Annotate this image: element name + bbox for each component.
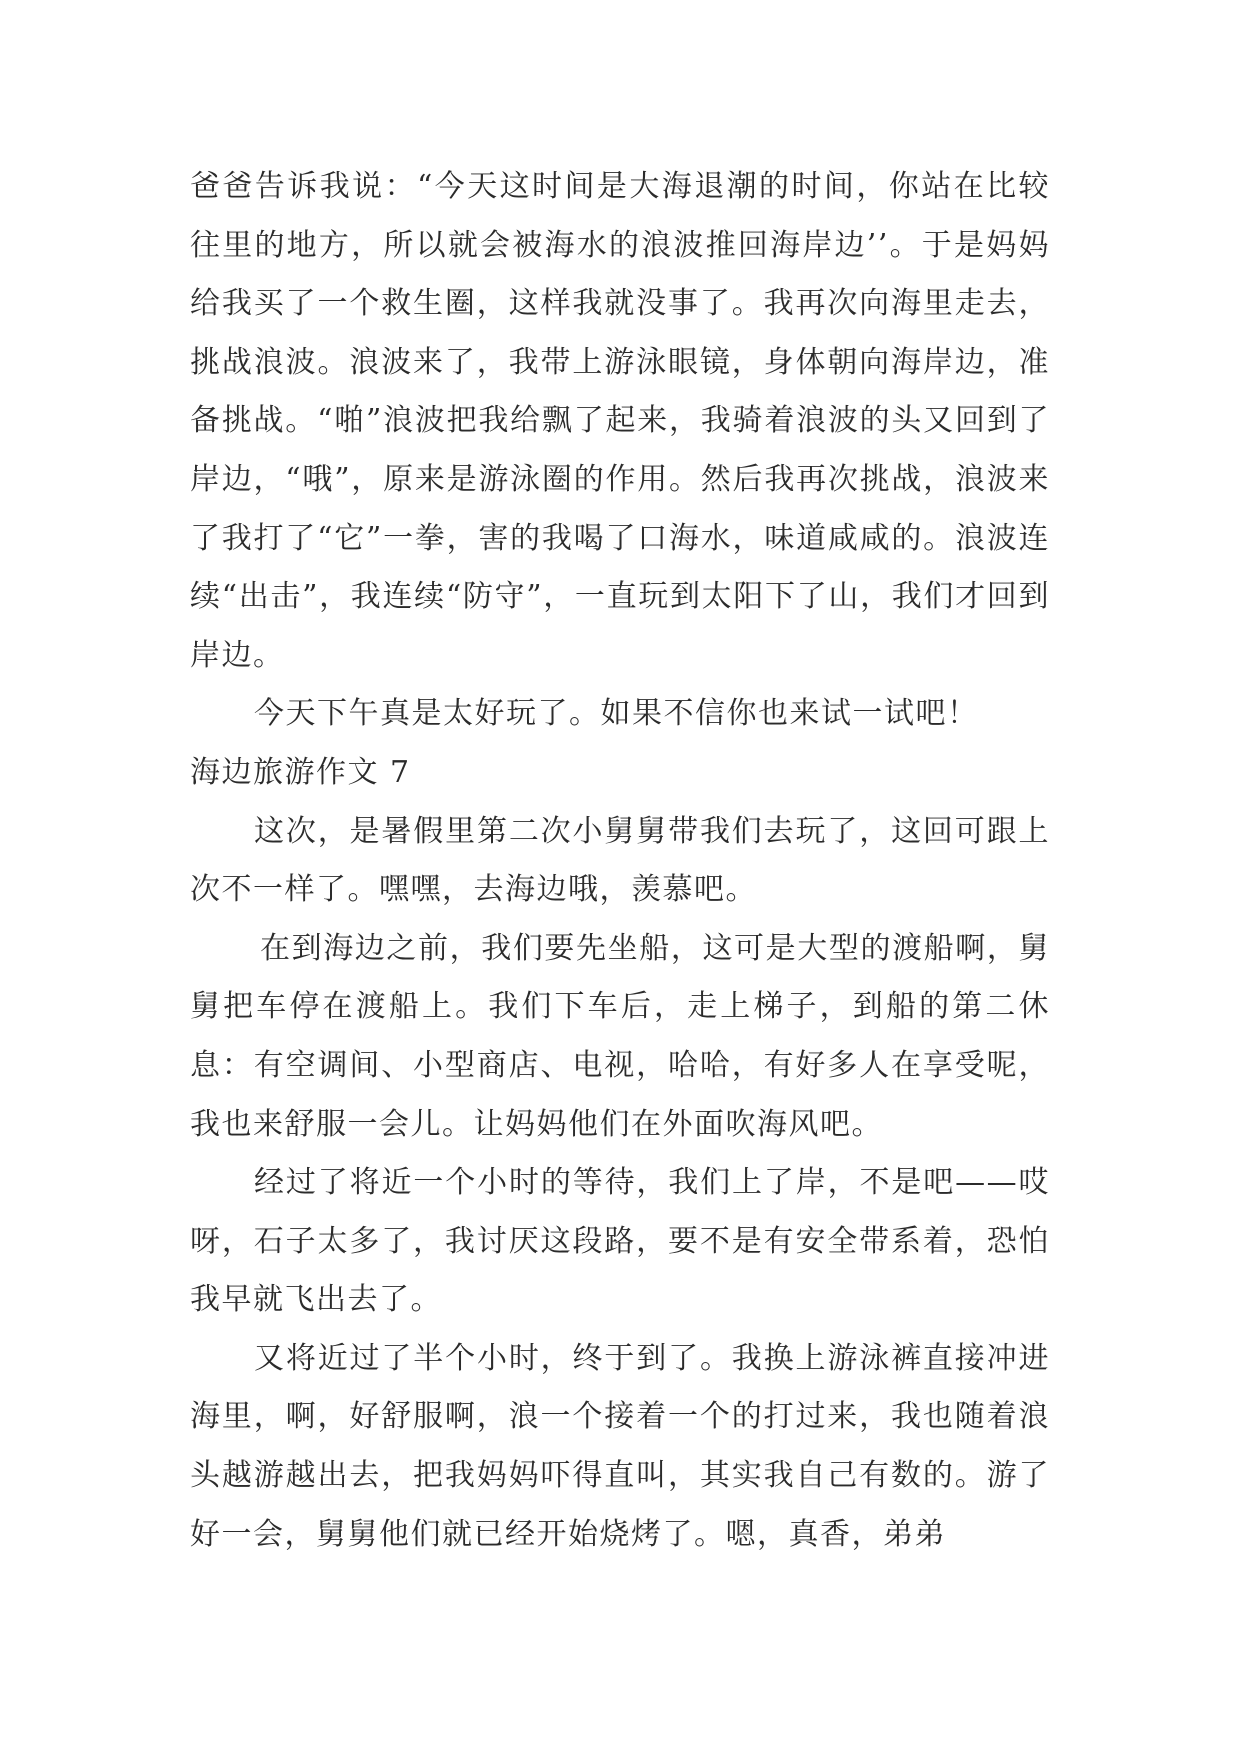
paragraph-1: 爸爸告诉我说：“今天这时间是大海退潮的时间，你站在比较往里的地方，所以就会被海水的浪波推回海岸边’’。于是妈妈给我买了一个救生圈，这样我就没事了。我再次向海里走去，挑战浪波。浪波来了，我带上游泳眼镜，身体朝向海岸边，准备挑战。“啪”浪波把我给飘了起来，我骑着浪波的头又回到了岸边，“哦”，原来是游泳圈的作用。然后我再次挑战，浪波来了我打了“它”一拳，害的我喝了口海水，味道咸咸的。浪波连续“出击”，我连续“防守”，一直玩到太阳下了山，我们才回到岸边。 <box>190 169 1050 673</box>
document-body <box>190 158 1050 1564</box>
paragraph-6: 又将近过了半个小时，终于到了。我换上游泳裤直接冲进海里，啊，好舒服啊，浪一个接着一个的打过来，我也随着浪头越游越出去，把我妈妈吓得直叫，其实我自己有数的。游了好一会，舅舅他们就已经开始烧烤了。嗯，真香，弟弟 <box>190 1340 1050 1552</box>
paragraph-4: 在到海边之前，我们要先坐船，这可是大型的渡船啊，舅舅把车停在渡船上。我们下车后，走上梯子，到船的第二休息：有空调间、小型商店、电视，哈哈，有好多人在享受呢，我也来舒服一会儿。让妈妈他们在外面吹海风吧。 <box>190 930 1050 1142</box>
paragraph-5: 经过了将近一个小时的等待，我们上了岸，不是吧——哎呀，石子太多了，我讨厌这段路，要不是有安全带系着，恐怕我早就飞出去了。 <box>190 1165 1050 1318</box>
section-heading: 海边旅游作文 7 <box>190 754 411 790</box>
paragraph-2: 今天下午真是太好玩了。如果不信你也来试一试吧！ <box>254 696 979 732</box>
paragraph-3: 这次，是暑假里第二次小舅舅带我们去玩了，这回可跟上次不一样了。嘿嘿，去海边哦，羡慕吧。 <box>190 813 1050 908</box>
